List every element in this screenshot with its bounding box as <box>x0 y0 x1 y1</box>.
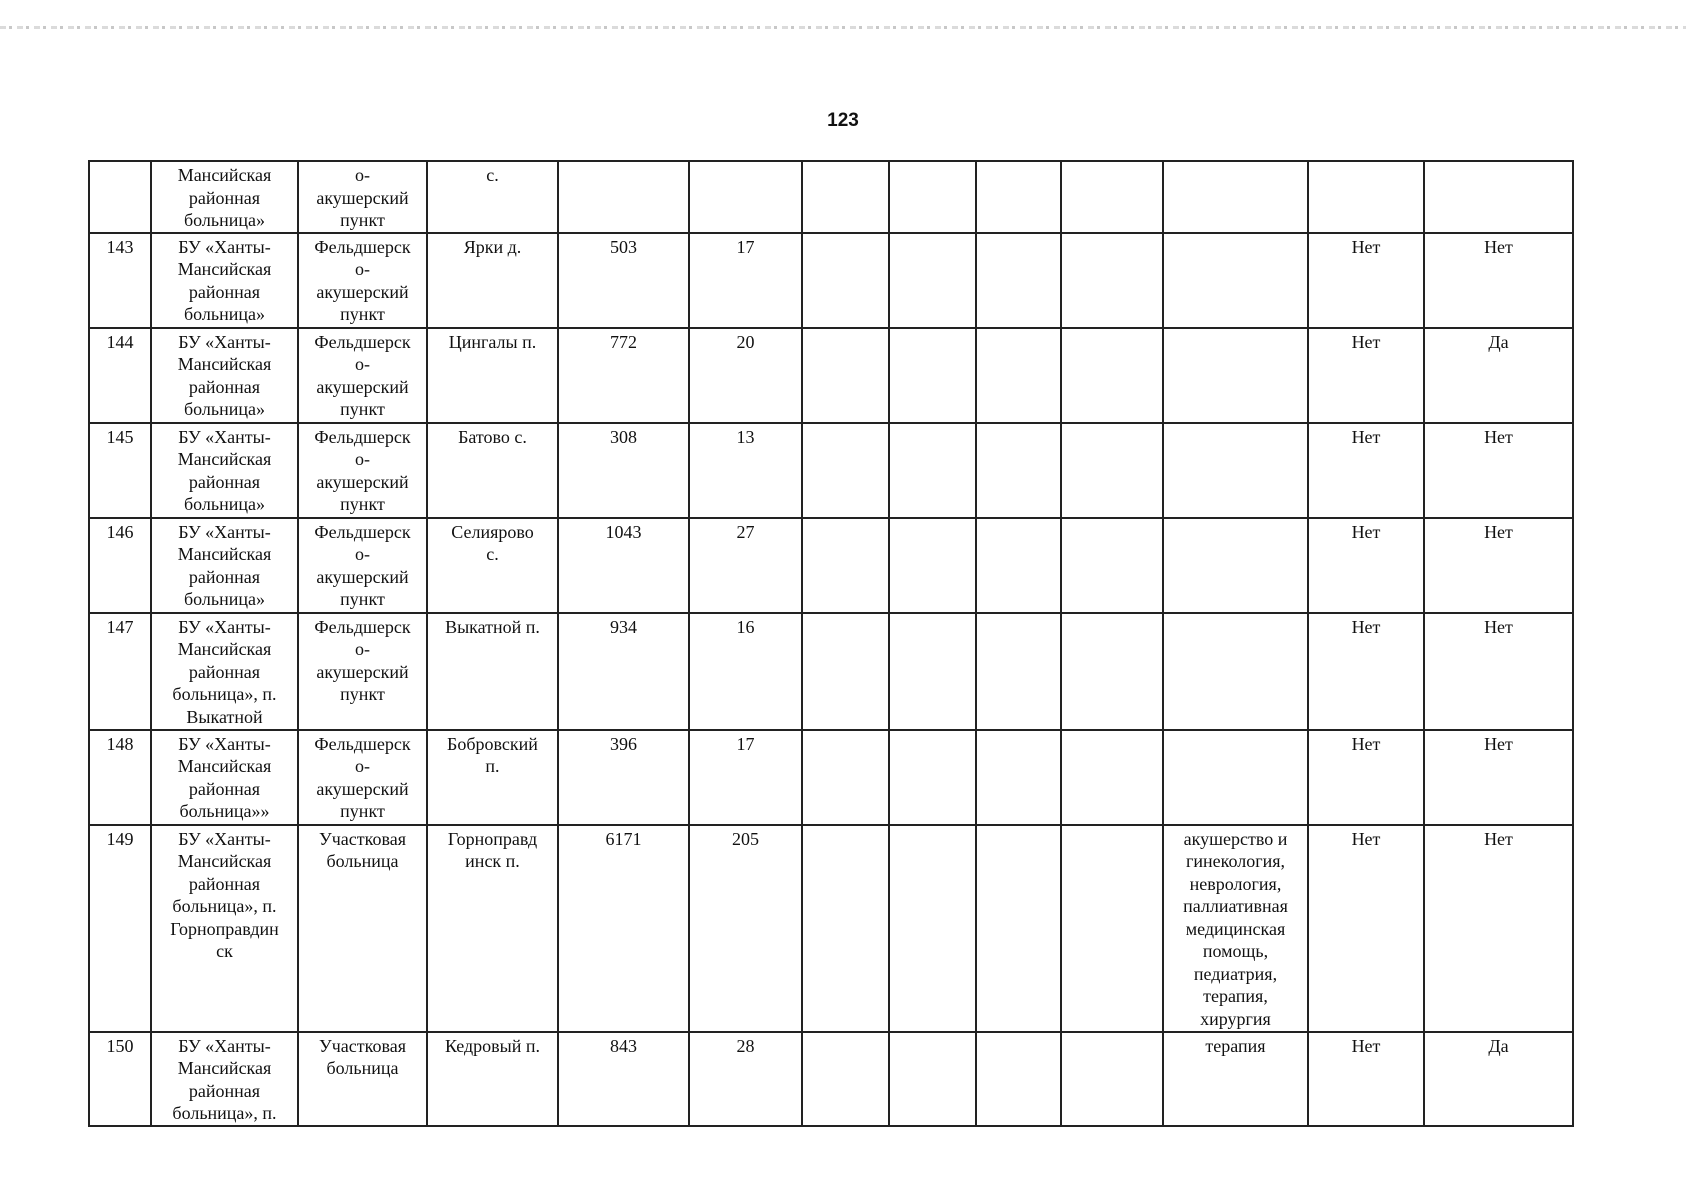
cell-empty <box>976 518 1061 613</box>
cell-col12: Нет <box>1308 613 1424 730</box>
table-row <box>89 423 1573 518</box>
cell-type: Участковая больница <box>298 1032 427 1126</box>
cell-org: БУ «Ханты- Мансийская районная больница» <box>151 328 298 423</box>
cell-distance: 27 <box>689 518 802 613</box>
cell-population <box>558 161 689 233</box>
cell-specialties: терапия <box>1163 1032 1308 1126</box>
cell-type: Фельдшерск о- акушерский пункт <box>298 730 427 825</box>
table-row <box>89 518 1573 613</box>
cell-empty <box>889 1032 976 1126</box>
cell-empty <box>802 825 889 1032</box>
cell-empty <box>802 1032 889 1126</box>
cell-num: 145 <box>89 423 151 518</box>
cell-place: Бобровский п. <box>427 730 558 825</box>
cell-empty <box>802 423 889 518</box>
cell-distance: 17 <box>689 233 802 328</box>
cell-population: 308 <box>558 423 689 518</box>
cell-org: БУ «Ханты- Мансийская районная больница» <box>151 518 298 613</box>
cell-empty <box>1061 328 1163 423</box>
cell-specialties <box>1163 613 1308 730</box>
page-number: 123 <box>827 110 859 131</box>
cell-org: Мансийская районная больница» <box>151 161 298 233</box>
cell-empty <box>976 328 1061 423</box>
cell-empty <box>976 1032 1061 1126</box>
cell-col13: Да <box>1424 1032 1573 1126</box>
cell-specialties <box>1163 423 1308 518</box>
cell-type: Участковая больница <box>298 825 427 1032</box>
cell-num: 147 <box>89 613 151 730</box>
cell-empty <box>802 161 889 233</box>
cell-distance: 20 <box>689 328 802 423</box>
cell-empty <box>802 730 889 825</box>
cell-empty <box>976 233 1061 328</box>
cell-population: 396 <box>558 730 689 825</box>
cell-col12 <box>1308 161 1424 233</box>
cell-empty <box>802 328 889 423</box>
cell-empty <box>889 518 976 613</box>
cell-distance <box>689 161 802 233</box>
cell-type: Фельдшерск о- акушерский пункт <box>298 233 427 328</box>
cell-col13: Да <box>1424 328 1573 423</box>
cell-empty <box>889 233 976 328</box>
cell-empty <box>1061 233 1163 328</box>
cell-empty <box>1061 825 1163 1032</box>
cell-population: 6171 <box>558 825 689 1032</box>
cell-org: БУ «Ханты- Мансийская районная больница», п. <box>151 1032 298 1126</box>
cell-empty <box>889 825 976 1032</box>
cell-num: 150 <box>89 1032 151 1126</box>
cell-num: 149 <box>89 825 151 1032</box>
cell-type: Фельдшерск о- акушерский пункт <box>298 423 427 518</box>
cell-empty <box>889 613 976 730</box>
cell-empty <box>889 328 976 423</box>
cell-specialties <box>1163 518 1308 613</box>
cell-empty <box>802 613 889 730</box>
cell-org: БУ «Ханты- Мансийская районная больница», п. Горноправдин ск <box>151 825 298 1032</box>
cell-num: 146 <box>89 518 151 613</box>
cell-distance: 17 <box>689 730 802 825</box>
cell-org: БУ «Ханты- Мансийская районная больница» <box>151 233 298 328</box>
cell-empty <box>976 423 1061 518</box>
cell-place: Цингалы п. <box>427 328 558 423</box>
cell-empty <box>1061 518 1163 613</box>
cell-empty <box>1061 613 1163 730</box>
cell-place: Кедровый п. <box>427 1032 558 1126</box>
cell-type: Фельдшерск о- акушерский пункт <box>298 613 427 730</box>
cell-population: 503 <box>558 233 689 328</box>
cell-type: Фельдшерск о- акушерский пункт <box>298 518 427 613</box>
cell-col13: Нет <box>1424 825 1573 1032</box>
cell-num: 144 <box>89 328 151 423</box>
table-row <box>89 1032 1573 1126</box>
cell-col13: Нет <box>1424 613 1573 730</box>
table-row <box>89 233 1573 328</box>
cell-specialties <box>1163 233 1308 328</box>
cell-empty <box>889 423 976 518</box>
cell-col13 <box>1424 161 1573 233</box>
cell-place: Ярки д. <box>427 233 558 328</box>
cell-empty <box>976 825 1061 1032</box>
cell-type: о- акушерский пункт <box>298 161 427 233</box>
cell-empty <box>802 518 889 613</box>
cell-distance: 13 <box>689 423 802 518</box>
cell-place: с. <box>427 161 558 233</box>
cell-place: Выкатной п. <box>427 613 558 730</box>
cell-population: 843 <box>558 1032 689 1126</box>
cell-specialties <box>1163 161 1308 233</box>
cell-col12: Нет <box>1308 1032 1424 1126</box>
cell-empty <box>1061 730 1163 825</box>
cell-num: 148 <box>89 730 151 825</box>
table-row <box>89 825 1573 1032</box>
cell-empty <box>1061 423 1163 518</box>
table-row <box>89 613 1573 730</box>
cell-org: БУ «Ханты- Мансийская районная больница» <box>151 423 298 518</box>
cell-empty <box>1061 1032 1163 1126</box>
cell-distance: 205 <box>689 825 802 1032</box>
cell-col13: Нет <box>1424 518 1573 613</box>
scan-edge-noise <box>0 26 1686 29</box>
cell-empty <box>976 613 1061 730</box>
cell-population: 1043 <box>558 518 689 613</box>
table-row <box>89 328 1573 423</box>
cell-col12: Нет <box>1308 328 1424 423</box>
cell-empty <box>889 161 976 233</box>
cell-col13: Нет <box>1424 730 1573 825</box>
cell-col12: Нет <box>1308 518 1424 613</box>
cell-empty <box>889 730 976 825</box>
cell-empty <box>802 233 889 328</box>
cell-num: 143 <box>89 233 151 328</box>
cell-specialties <box>1163 730 1308 825</box>
cell-col12: Нет <box>1308 423 1424 518</box>
cell-org: БУ «Ханты- Мансийская районная больница», п. Выкатной <box>151 613 298 730</box>
cell-org: БУ «Ханты- Мансийская районная больница»» <box>151 730 298 825</box>
cell-col12: Нет <box>1308 825 1424 1032</box>
cell-distance: 16 <box>689 613 802 730</box>
cell-population: 772 <box>558 328 689 423</box>
cell-specialties <box>1163 328 1308 423</box>
cell-distance: 28 <box>689 1032 802 1126</box>
cell-num <box>89 161 151 233</box>
table-row <box>89 730 1573 825</box>
cell-place: Батово с. <box>427 423 558 518</box>
cell-col13: Нет <box>1424 423 1573 518</box>
table-row-continuation <box>89 161 1573 233</box>
cell-type: Фельдшерск о- акушерский пункт <box>298 328 427 423</box>
cell-col12: Нет <box>1308 233 1424 328</box>
cell-place: Горноправд инск п. <box>427 825 558 1032</box>
cell-population: 934 <box>558 613 689 730</box>
cell-empty <box>976 730 1061 825</box>
cell-specialties: акушерство и гинекология, неврология, паллиативная медицинская помощь, педиатрия, терапия, хирургия <box>1163 825 1308 1032</box>
cell-place: Селиярово с. <box>427 518 558 613</box>
cell-col12: Нет <box>1308 730 1424 825</box>
cell-empty <box>976 161 1061 233</box>
facilities-table <box>88 160 1574 1127</box>
cell-col13: Нет <box>1424 233 1573 328</box>
cell-empty <box>1061 161 1163 233</box>
